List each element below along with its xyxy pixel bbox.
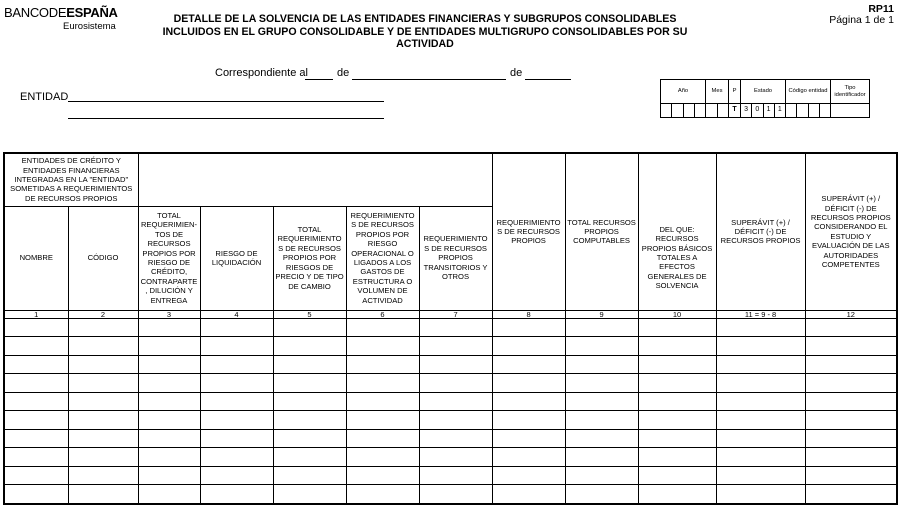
data-entry-cell[interactable] — [565, 337, 638, 356]
data-entry-cell[interactable] — [273, 392, 346, 411]
data-entry-cell[interactable] — [805, 337, 897, 356]
status-digit: 1 — [774, 104, 785, 118]
data-entry-cell[interactable] — [200, 318, 273, 337]
document-title: DETALLE DE LA SOLVENCIA DE LAS ENTIDADES FINANCIERAS Y SUBGRUPOS CONSOLIDABLES INCLUIDOS EN EL GRUPO CONSOLIDABLE Y DE ENTIDADES MULTIGRUPO CONSOLIDABLES POR SU ACTIVIDAD — [162, 13, 688, 50]
data-entry-cell[interactable] — [346, 392, 419, 411]
data-entry-cell[interactable] — [200, 466, 273, 485]
entity-code-label: Código entidad — [786, 80, 831, 104]
data-entry-cell[interactable] — [805, 466, 897, 485]
entity-code-cell[interactable] — [819, 104, 830, 118]
entidad-label: ENTIDAD — [20, 91, 69, 103]
data-entry-cell[interactable] — [716, 411, 805, 430]
data-entry-cell[interactable] — [68, 392, 138, 411]
data-entry-cell[interactable] — [492, 466, 565, 485]
table-row — [4, 337, 897, 356]
data-entry-cell[interactable] — [492, 392, 565, 411]
data-entry-cell[interactable] — [492, 355, 565, 374]
data-entry-cell[interactable] — [200, 392, 273, 411]
year-digit-cell[interactable] — [694, 104, 705, 118]
header-spacer — [638, 153, 716, 206]
identification-box — [660, 79, 870, 118]
data-entry-cell[interactable] — [565, 411, 638, 430]
data-entry-cell[interactable] — [200, 411, 273, 430]
data-entry-cell[interactable] — [419, 411, 492, 430]
data-entry-cell[interactable] — [805, 392, 897, 411]
year-field[interactable] — [525, 79, 571, 80]
data-entry-cell[interactable] — [565, 355, 638, 374]
column-number: 6 — [346, 310, 419, 318]
data-entry-cell[interactable] — [4, 374, 68, 393]
data-entry-cell[interactable] — [492, 318, 565, 337]
data-entry-cell[interactable] — [200, 374, 273, 393]
data-entry-cell[interactable] — [68, 485, 138, 504]
solvency-table — [3, 152, 898, 505]
column-header: REQUERIMIENTO S DE RECURSOS PROPIOS POR RIESGO OPERACIONAL O LIGADOS A LOS GASTOS DE ESTRUCTURA O VOLUMEN DE ACTIVIDAD — [346, 206, 419, 310]
data-entry-cell[interactable] — [419, 355, 492, 374]
data-entry-cell[interactable] — [565, 374, 638, 393]
column-number: 10 — [638, 310, 716, 318]
data-entry-cell[interactable] — [638, 429, 716, 448]
column-number: 12 — [805, 310, 897, 318]
data-entry-cell[interactable] — [419, 392, 492, 411]
data-entry-cell[interactable] — [419, 485, 492, 504]
data-entry-cell[interactable] — [346, 337, 419, 356]
data-entry-cell[interactable] — [273, 485, 346, 504]
data-entry-cell[interactable] — [68, 411, 138, 430]
column-number: 11 = 9 - 8 — [716, 310, 805, 318]
data-entry-cell[interactable] — [138, 485, 200, 504]
page-info: Página 1 de 1 — [829, 14, 894, 26]
data-entry-cell[interactable] — [565, 485, 638, 504]
column-header: SUPERÁVIT (+) / DÉFICIT (-) DE RECURSOS PROPIOS — [716, 153, 805, 310]
entity-code-cell[interactable] — [808, 104, 819, 118]
data-entry-cell[interactable] — [4, 392, 68, 411]
data-entry-cell[interactable] — [68, 429, 138, 448]
entity-code-cell[interactable] — [786, 104, 797, 118]
entidad-field-line-2[interactable] — [68, 118, 384, 119]
data-entry-cell[interactable] — [346, 485, 419, 504]
data-entry-cell[interactable] — [4, 337, 68, 356]
data-entry-cell[interactable] — [805, 411, 897, 430]
column-header: REQUERIMIENTO S DE RECURSOS PROPIOS — [492, 153, 565, 310]
data-entry-cell[interactable] — [565, 466, 638, 485]
data-entry-cell[interactable] — [565, 318, 638, 337]
de-label-2: de — [510, 67, 523, 79]
data-entry-cell[interactable] — [138, 318, 200, 337]
data-entry-cell[interactable] — [492, 374, 565, 393]
bank-logo-subtitle: Eurosistema — [63, 21, 116, 32]
entidad-field-line-1[interactable] — [68, 101, 384, 102]
data-entry-cell[interactable] — [805, 374, 897, 393]
table-row — [4, 411, 897, 430]
column-header: TOTAL REQUERIMIENTO S DE RECURSOS PROPIOS POR RIESGOS DE PRECIO Y DE TIPO DE CAMBIO — [273, 206, 346, 310]
data-entry-cell[interactable] — [492, 448, 565, 467]
year-label: Año — [661, 80, 706, 104]
data-entry-cell[interactable] — [273, 448, 346, 467]
data-entry-cell[interactable] — [138, 429, 200, 448]
period-value: T — [729, 104, 741, 118]
data-entry-cell[interactable] — [346, 411, 419, 430]
data-entry-cell[interactable] — [638, 448, 716, 467]
data-entry-cell[interactable] — [273, 318, 346, 337]
year-digit-cell[interactable] — [661, 104, 672, 118]
data-entry-cell[interactable] — [138, 374, 200, 393]
column-header: REQUERIMIENTO S DE RECURSOS PROPIOS TRANSITORIOS Y OTROS — [419, 206, 492, 310]
column-header: SUPERÁVIT (+) / DÉFICIT (-) DE RECURSOS PROPIOS CONSIDERANDO EL ESTUDIO Y EVALUACIÓN DE LAS AUTORIDADES COMPETENTES — [805, 153, 897, 310]
column-number: 8 — [492, 310, 565, 318]
day-field[interactable] — [305, 79, 333, 80]
data-entry-cell[interactable] — [716, 485, 805, 504]
data-entry-cell[interactable] — [138, 411, 200, 430]
data-entry-cell[interactable] — [68, 318, 138, 337]
table-row — [4, 466, 897, 485]
table-row — [4, 318, 897, 337]
data-entry-cell[interactable] — [419, 337, 492, 356]
data-entry-cell[interactable] — [68, 374, 138, 393]
data-entry-cell[interactable] — [4, 448, 68, 467]
data-entry-cell[interactable] — [200, 337, 273, 356]
data-entry-cell[interactable] — [138, 392, 200, 411]
month-label: Mes — [706, 80, 729, 104]
data-entry-cell[interactable] — [273, 411, 346, 430]
column-number: 2 — [68, 310, 138, 318]
table-row — [4, 374, 897, 393]
data-entry-cell[interactable] — [565, 392, 638, 411]
form-code: RP11 — [868, 3, 894, 15]
status-label: Estado — [741, 80, 786, 104]
header-spacer — [138, 153, 492, 206]
data-entry-cell[interactable] — [346, 429, 419, 448]
data-entry-cell[interactable] — [346, 374, 419, 393]
data-entry-cell[interactable] — [716, 429, 805, 448]
data-entry-cell[interactable] — [273, 355, 346, 374]
data-entry-cell[interactable] — [419, 429, 492, 448]
status-digit: 1 — [763, 104, 774, 118]
data-entry-cell[interactable] — [419, 374, 492, 393]
bank-logo: BANCODEESPAÑA — [4, 5, 118, 20]
identifier-type-label: Tipo identificador — [831, 80, 870, 104]
data-entry-cell[interactable] — [638, 318, 716, 337]
data-entry-cell[interactable] — [716, 466, 805, 485]
column-header: CÓDIGO — [68, 206, 138, 310]
data-entry-cell[interactable] — [4, 429, 68, 448]
status-digit: 3 — [741, 104, 752, 118]
data-entry-cell[interactable] — [638, 337, 716, 356]
column-header: TOTAL REQUERIMIEN-TOS DE RECURSOS PROPIOS POR RIESGO DE CRÉDITO, CONTRAPARTE , DILUCIÓN Y ENTREGA — [138, 206, 200, 310]
data-entry-cell[interactable] — [805, 485, 897, 504]
month-digit-cell[interactable] — [706, 104, 718, 118]
table-row — [4, 429, 897, 448]
data-entry-cell[interactable] — [638, 392, 716, 411]
data-entry-cell[interactable] — [716, 355, 805, 374]
data-entry-cell[interactable] — [346, 466, 419, 485]
table-row — [4, 485, 897, 504]
data-entry-cell[interactable] — [638, 466, 716, 485]
data-rows — [4, 318, 897, 504]
data-entry-cell[interactable] — [638, 411, 716, 430]
column-header: TOTAL RECURSOS PROPIOS COMPUTABLES — [565, 153, 638, 310]
data-entry-cell[interactable] — [492, 337, 565, 356]
data-entry-cell[interactable] — [68, 355, 138, 374]
data-entry-cell[interactable] — [805, 318, 897, 337]
data-entry-cell[interactable] — [638, 374, 716, 393]
table-row — [4, 448, 897, 467]
data-entry-cell[interactable] — [716, 392, 805, 411]
data-entry-cell[interactable] — [68, 466, 138, 485]
data-entry-cell[interactable] — [565, 429, 638, 448]
data-entry-cell[interactable] — [273, 337, 346, 356]
correspondiente-label: Correspondiente al — [215, 67, 308, 79]
data-entry-cell[interactable] — [638, 485, 716, 504]
data-entry-cell[interactable] — [138, 337, 200, 356]
data-entry-cell[interactable] — [346, 318, 419, 337]
data-entry-cell[interactable] — [4, 355, 68, 374]
data-entry-cell[interactable] — [68, 448, 138, 467]
data-entry-cell[interactable] — [492, 485, 565, 504]
column-number: 1 — [4, 310, 68, 318]
data-entry-cell[interactable] — [638, 355, 716, 374]
month-digit-cell[interactable] — [717, 104, 729, 118]
data-entry-cell[interactable] — [346, 355, 419, 374]
data-entry-cell[interactable] — [565, 448, 638, 467]
identifier-type-cell[interactable] — [831, 104, 870, 118]
data-entry-cell[interactable] — [492, 411, 565, 430]
column-number: 3 — [138, 310, 200, 318]
data-entry-cell[interactable] — [4, 318, 68, 337]
data-entry-cell[interactable] — [273, 429, 346, 448]
data-entry-cell[interactable] — [419, 466, 492, 485]
column-header: DEL QUE: RECURSOS PROPIOS BÁSICOS TOTALES A EFECTOS GENERALES DE SOLVENCIA — [638, 206, 716, 310]
data-entry-cell[interactable] — [4, 411, 68, 430]
data-entry-cell[interactable] — [4, 485, 68, 504]
column-header: NOMBRE — [4, 206, 68, 310]
data-entry-cell[interactable] — [716, 374, 805, 393]
data-entry-cell[interactable] — [716, 318, 805, 337]
data-entry-cell[interactable] — [419, 318, 492, 337]
data-entry-cell[interactable] — [200, 429, 273, 448]
year-digit-cell[interactable] — [672, 104, 683, 118]
table-row — [4, 392, 897, 411]
column-number: 5 — [273, 310, 346, 318]
status-digit: 0 — [752, 104, 763, 118]
column-number: 4 — [200, 310, 273, 318]
month-field[interactable] — [352, 79, 506, 80]
data-entry-cell[interactable] — [492, 429, 565, 448]
data-entry-cell[interactable] — [273, 374, 346, 393]
de-label-1: de — [337, 67, 350, 79]
data-entry-cell[interactable] — [200, 485, 273, 504]
data-entry-cell[interactable] — [68, 337, 138, 356]
data-entry-cell[interactable] — [200, 448, 273, 467]
table-row — [4, 355, 897, 374]
data-entry-cell[interactable] — [805, 448, 897, 467]
data-entry-cell[interactable] — [273, 466, 346, 485]
data-entry-cell[interactable] — [138, 466, 200, 485]
group-header: ENTIDADES DE CRÉDITO Y ENTIDADES FINANCIERAS INTEGRADAS EN LA "ENTIDAD" SOMETIDAS A REQUERIMIENTOS DE RECURSOS PROPIOS — [4, 153, 138, 206]
data-entry-cell[interactable] — [716, 337, 805, 356]
entity-code-cell[interactable] — [797, 104, 808, 118]
data-entry-cell[interactable] — [419, 448, 492, 467]
data-entry-cell[interactable] — [346, 448, 419, 467]
data-entry-cell[interactable] — [200, 355, 273, 374]
column-number: 7 — [419, 310, 492, 318]
column-header: RIESGO DE LIQUIDACIÓN — [200, 206, 273, 310]
data-entry-cell[interactable] — [716, 448, 805, 467]
data-entry-cell[interactable] — [4, 466, 68, 485]
period-label: P — [729, 80, 741, 104]
column-number: 9 — [565, 310, 638, 318]
data-entry-cell[interactable] — [138, 448, 200, 467]
data-entry-cell[interactable] — [805, 355, 897, 374]
data-entry-cell[interactable] — [138, 355, 200, 374]
data-entry-cell[interactable] — [805, 429, 897, 448]
year-digit-cell[interactable] — [683, 104, 694, 118]
